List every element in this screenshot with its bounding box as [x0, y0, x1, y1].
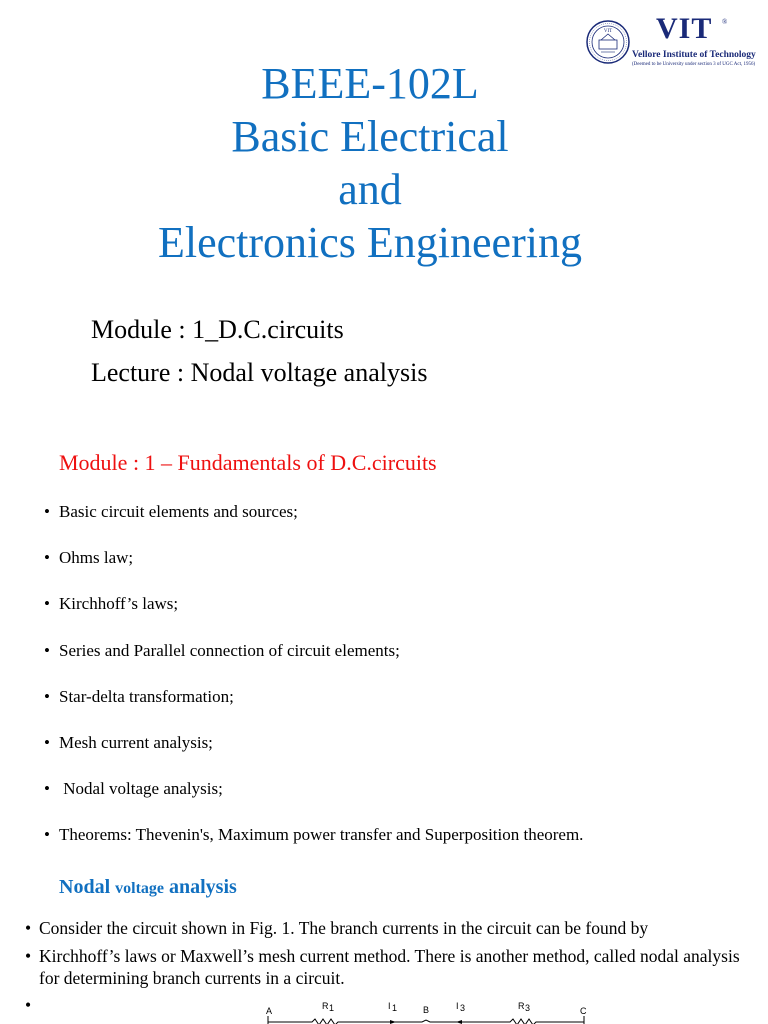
arrow-icon — [456, 1020, 462, 1024]
resistor-label-r3-sub: 3 — [525, 1003, 531, 1013]
bullet: • — [44, 594, 50, 614]
node-label-b: B — [423, 1005, 430, 1015]
list-item — [44, 685, 583, 731]
svg-text:VIT: VIT — [603, 29, 613, 34]
list-item — [44, 777, 583, 823]
bullet: • — [25, 918, 32, 938]
course-code: BEEE-102L — [261, 59, 479, 108]
list-item — [44, 592, 583, 638]
institute-name: Vellore Institute of Technology — [632, 50, 756, 60]
bullet: • — [44, 640, 50, 660]
node-label-c: C — [580, 1006, 587, 1016]
node-label-a: A — [266, 1006, 273, 1016]
paragraph-text: Consider the circuit shown in Fig. 1. The branch currents in the circuit can be found by — [39, 918, 649, 938]
current-label-i3-sub: 3 — [460, 1003, 466, 1013]
paragraph — [25, 917, 755, 939]
topic-text: Series and Parallel connection of circuit elements; — [59, 640, 400, 660]
topic-list — [44, 500, 583, 870]
topic-text: Theorems: Thevenin's, Maximum power transfer and Superposition theorem. — [59, 825, 584, 845]
institute-subtitle: (Deemed to be University under section 3 of UGC Act, 1956) — [632, 62, 756, 67]
circuit-diagram — [240, 1000, 600, 1024]
bullet: • — [44, 548, 50, 568]
bullet: • — [25, 946, 32, 966]
course-title-line-1: Basic Electrical — [231, 112, 509, 161]
module-heading: Module : 1 – Fundamentals of D.C.circuits — [59, 450, 437, 475]
topic-text: Nodal voltage analysis; — [59, 779, 223, 799]
module-line: Module : 1_D.C.circuits — [91, 315, 344, 344]
topic-text: Mesh current analysis; — [59, 732, 213, 752]
arrow-icon — [390, 1020, 396, 1024]
resistor-label-r1: R — [322, 1001, 329, 1011]
bullet: • — [44, 825, 50, 845]
topic-text: Ohms law; — [59, 548, 134, 568]
list-item — [44, 500, 583, 546]
course-title-line-3: Electronics Engineering — [158, 218, 582, 267]
bullet: • — [44, 732, 50, 752]
topic-text: Kirchhoff’s laws; — [59, 594, 179, 614]
course-title-line-2: and — [338, 165, 402, 214]
paragraph-text: Kirchhoff’s laws or Maxwell’s mesh current method. There is another method, called nodal analysis for determining branch currents in a circuit. — [39, 946, 740, 988]
list-item — [44, 546, 583, 592]
current-label-i1-sub: 1 — [392, 1003, 398, 1013]
vit-wordmark: VIT — [656, 12, 713, 45]
topic-text: Star-delta transformation; — [59, 686, 234, 706]
bullet: • — [44, 502, 50, 521]
topic-text: Basic circuit elements and sources; — [59, 502, 298, 521]
bullet: • — [44, 686, 50, 706]
trademark-symbol: ® — [722, 18, 728, 26]
resistor-label-r1-sub: 1 — [329, 1003, 335, 1013]
bullet: • — [44, 779, 50, 799]
list-item — [44, 639, 583, 685]
resistor-label-r3: R — [518, 1001, 525, 1011]
section-heading — [59, 876, 237, 899]
list-item — [44, 823, 583, 869]
paragraph — [25, 945, 755, 989]
bullet: • — [25, 995, 32, 1015]
lecture-line: Lecture : Nodal voltage analysis — [91, 358, 428, 387]
heading-part: analysis — [164, 876, 237, 898]
current-label-i3: I — [456, 1001, 459, 1011]
heading-part: Nodal — [59, 876, 116, 898]
list-item — [44, 731, 583, 777]
current-label-i1: I — [388, 1001, 391, 1011]
heading-part: voltage — [115, 880, 164, 897]
circuit-wire — [268, 1019, 584, 1024]
